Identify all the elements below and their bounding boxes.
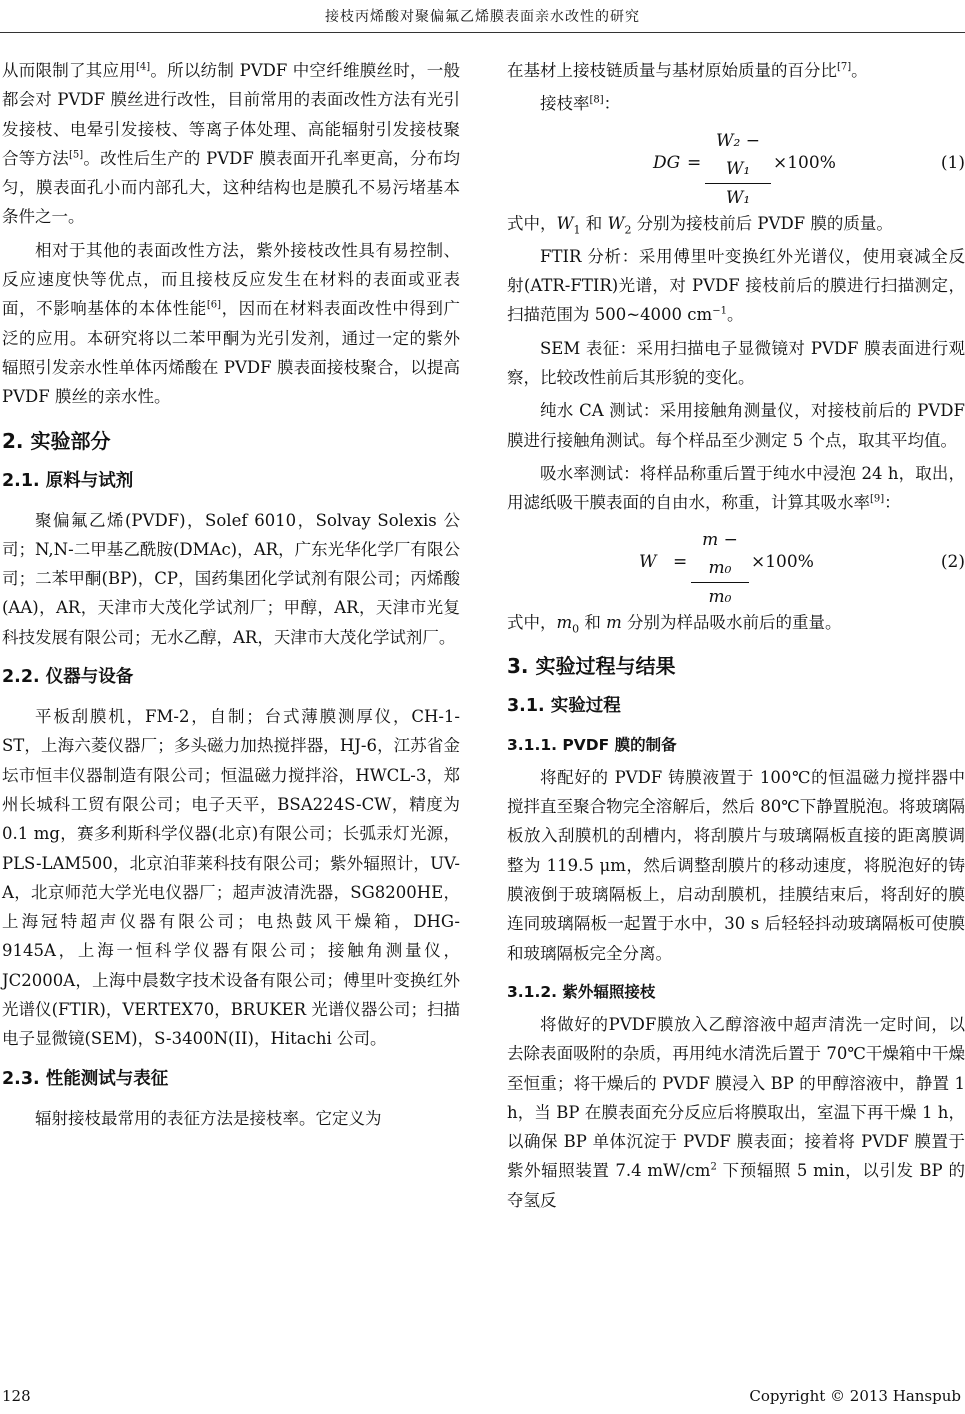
subsubsection-heading-membrane-prep: 3.1.1. PVDF 膜的制备 xyxy=(507,735,677,754)
equation-lhs: W xyxy=(639,551,657,572)
subsection-heading-instruments: 2.2. 仪器与设备 xyxy=(2,667,134,688)
equation-1 xyxy=(507,125,965,208)
section-heading-experimental: 2. 实验部分 xyxy=(2,428,111,453)
copyright-notice: Copyright © 2013 Hanspub xyxy=(749,1387,961,1405)
equation-numerator: m − m₀ xyxy=(691,526,749,583)
equation-number: (2) xyxy=(940,551,965,572)
paragraph-ftir: FTIR 分析：采用傅里叶变换红外光谱仪，使用衰减全反射(ATR-FTIR)光谱，对 PVDF 接枝前后的膜进行扫描测定，扫描范围为 500~4000 $cm^{-1}$。 xyxy=(507,246,965,325)
citation[interactable]: [8] xyxy=(589,94,604,106)
subsection-heading-process: 3.1. 实验过程 xyxy=(507,695,621,716)
right-column xyxy=(507,56,965,1219)
equation-fraction xyxy=(705,127,771,212)
paragraph-water-absorption: 吸水率测试：将样品称重后置于纯水中浸泡 24 h，取出，用滤纸吸干膜表面的自由水，称重，计算其吸水率[9]： xyxy=(507,463,965,513)
paragraph-grafting-rate-label: 接枝率[8]： xyxy=(540,94,621,114)
left-column xyxy=(2,56,460,1137)
subsubsection-heading-uv-grafting: 3.1.2. 紫外辐照接枝 xyxy=(507,982,656,1001)
subsection-heading-materials: 2.1. 原料与试剂 xyxy=(2,470,134,491)
paragraph-materials: 聚偏氟乙烯(PVDF)，Solef 6010，Solvay Solexis 公司；N,N-二甲基乙酰胺(DMAc)，AR，广东光华化学厂有限公司；二苯甲酮(BP)，CP，国药集团化学试剂有限公司；丙烯酸(AA)，AR，天津市大茂化学试剂厂；甲醇，AR，天津市光复科技发展有限公司；无水乙醇，AR，天津市大茂化学试剂厂。 xyxy=(2,510,460,647)
paragraph-membrane-prep: 将配好的 PVDF 铸膜液置于 100℃的恒温磁力搅拌器中搅拌直至聚合物完全溶解后，然后 80℃下静置脱泡。将玻璃隔板放入刮膜机的刮槽内，将刮膜片与玻璃隔板直接的距离膜调整为 119.5 μm，然后调整刮膜片的移动速度，将脱泡好的铸膜液倒于玻璃隔板上，启动刮膜机，挂膜结束后，将刮好的膜连同玻璃隔板一起置于水中，30 s 后轻轻抖动玻璃隔板可使膜和玻璃隔板完全分离。 xyxy=(507,767,965,963)
citation[interactable]: [6] xyxy=(206,299,222,311)
header-rule xyxy=(0,32,965,33)
equation-2 xyxy=(507,524,965,607)
paragraph-contact-angle: 纯水 CA 测试：采用接触角测量仪，对接枝前后的 PVDF 膜进行接触角测试。每个样品至少测定 5 个点，取其平均值。 xyxy=(507,401,965,450)
section-heading-process-results: 3. 实验过程与结果 xyxy=(507,653,676,678)
citation[interactable]: [5] xyxy=(68,149,84,161)
citation[interactable]: [4] xyxy=(135,61,151,73)
paragraph-eq1-explanation: 式中，$W_1$ 和 $W_2$ 分别为接枝前后 PVDF 膜的质量。 xyxy=(507,213,893,236)
paragraph-eq2-explanation: 式中，$m_0$ 和 m 分别为样品吸水前后的重量。 xyxy=(507,612,842,635)
subsection-heading-characterization: 2.3. 性能测试与表征 xyxy=(2,1068,169,1089)
paragraph-uv-grafting-procedure: 将做好的PVDF膜放入乙醇溶液中超声清洗一定时间，以去除表面吸附的杂质，再用纯水清洗后置于 70℃干燥箱中干燥至恒重；将干燥后的 PVDF 膜浸入 BP 的甲醇溶液中，静置 1 h，当 BP 在膜表面充分反应后将膜取出，室温下再干燥 1 h，以确保 BP 单体沉淀于 PVDF 膜表面；接着将 PVDF 膜置于紫外辐照装置 7.4 $mW/cm^2$ 下预辐照 5 min，以引发 BP 的夺氢反 xyxy=(507,1014,965,1210)
equation-multiplier: ×100% xyxy=(751,551,814,572)
paragraph-instruments: 平板刮膜机，FM-2，自制；台式薄膜测厚仪，CH-1-ST，上海六菱仪器厂；多头磁力加热搅拌器，HJ-6，江苏省金坛市恒丰仪器制造有限公司；恒温磁力搅拌浴，HWCL-3，郑州长城科工贸有限公司；电子天平，BSA224S-CW，精度为 0.1 mg，赛多利斯科学仪器(北京)有限公司；长弧汞灯光源，PLS-LAM500，北京泊菲莱科技有限公司；紫外辐照计，UV-A，北京师范大学光电仪器厂；超声波清洗器，SG8200HE，上海冠特超声仪器有限公司；电热鼓风干燥箱，DHG-9145A，上海一恒科学仪器有限公司；接触角测量仪，JC2000A，上海中晨数字技术设备有限公司；傅里叶变换红外光谱仪(FTIR)，VERTEX70，BRUKER 光谱仪器公司；扫描电子显微镜(SEM)，S-3400N(II)，Hitachi 公司。 xyxy=(2,707,460,1049)
running-head: 接枝丙烯酸对聚偏氟乙烯膜表面亲水改性的研究 xyxy=(325,9,640,25)
equation-denominator: W₁ xyxy=(725,187,751,208)
page-number: 128 xyxy=(2,1387,31,1405)
paragraph-grafting-rate-definition: 在基材上接枝链质量与基材原始质量的百分比[7]。 xyxy=(507,61,868,80)
paragraph-uv-grafting: 相对于其他的表面改性方法，紫外接枝改性具有易控制、反应速度快等优点，而且接枝反应发生在材料的表面或亚表面，不影响基体的本体性能[6]，因而在材料表面改性中得到广泛的应用。本研究将以二苯甲酮为光引发剂，通过一定的紫外辐照引发亲水性单体丙烯酸在 PVDF 膜表面接枝聚合，以提高 PVDF 膜丝的亲水性。 xyxy=(2,240,460,407)
paragraph-grafting-rate-intro: 辐射接枝最常用的表征方法是接枝率。它定义为 xyxy=(35,1108,382,1128)
equation-lhs: DG xyxy=(653,152,681,173)
equation-multiplier: ×100% xyxy=(773,152,836,173)
citation[interactable]: [9] xyxy=(870,493,885,505)
equation-equals: = xyxy=(673,551,688,572)
equation-numerator: W₂ − W₁ xyxy=(705,127,771,184)
paragraph-intro-continued: 从而限制了其应用[4]。所以纺制 PVDF 中空纤维膜丝时，一般都会对 PVDF 膜丝进行改性，目前常用的表面改性方法有光引发接枝、电晕引发接枝、等离子体处理、高能辐射引发接枝聚合等方法[5]。改性后生产的 PVDF 膜表面开孔率更高，分布均匀，膜表面孔小而内部孔大，这种结构也是膜孔不易污堵基本条件之一。 xyxy=(2,61,461,227)
equation-number: (1) xyxy=(940,152,965,173)
equation-fraction xyxy=(691,526,749,611)
paragraph-sem: SEM 表征：采用扫描电子显微镜对 PVDF 膜表面进行观察，比较改性前后其形貌的变化。 xyxy=(507,338,965,388)
citation[interactable]: [7] xyxy=(837,61,852,73)
equation-denominator: m₀ xyxy=(708,586,732,607)
equation-equals: = xyxy=(687,152,702,173)
